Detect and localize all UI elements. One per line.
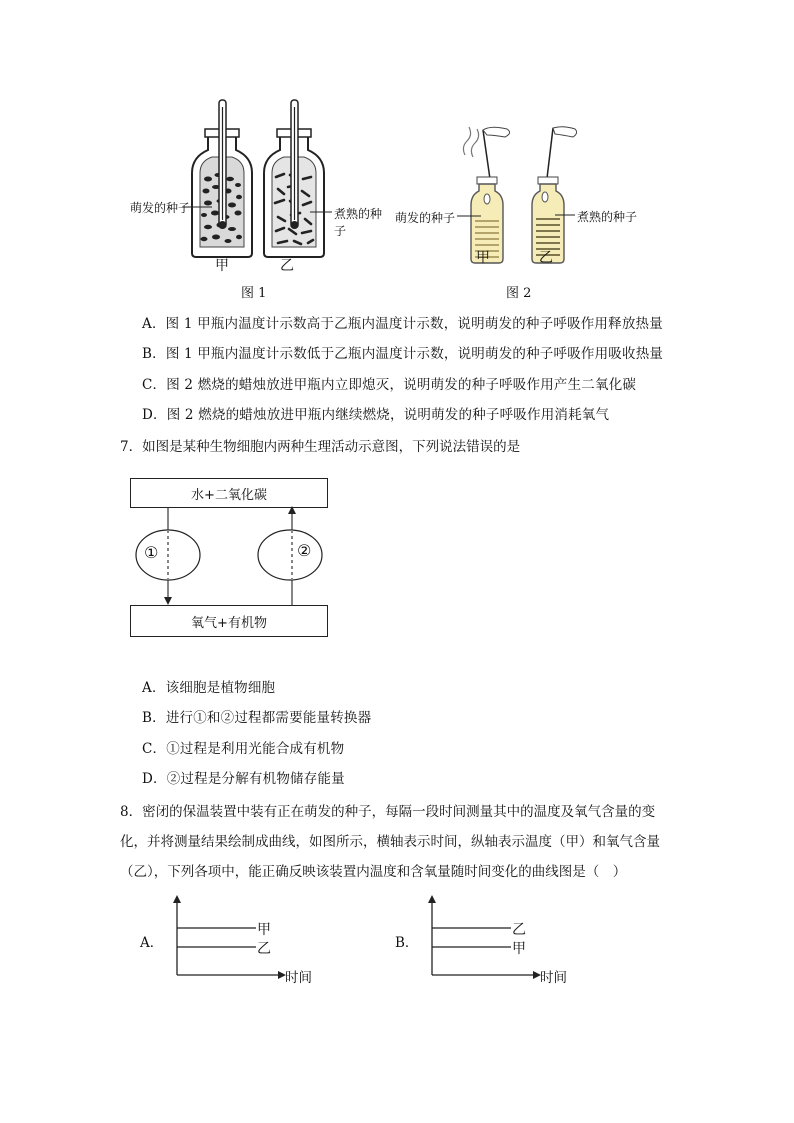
q8-graph-b-upper-line-label: 乙 <box>512 922 526 938</box>
q7-circle-1: ① <box>144 543 159 562</box>
jar-yi <box>532 127 577 263</box>
fig2-caption: 图 2 <box>506 286 532 301</box>
fig2-jar-yi-label: 乙 <box>539 250 553 266</box>
q7-bottom-box: 氧气+有机物 <box>130 605 328 637</box>
q8-stem-line-3: （乙），下列各项中，能正确反映该装置内温度和含氧量随时间变化的曲线图是（ ） <box>120 864 627 880</box>
q8-graph-b[interactable] <box>395 895 585 990</box>
q8-stem-line-2: 化，并将测量结果绘制成曲线，如图所示，横轴表示时间，纵轴表示温度（甲）和氧气含量 <box>120 834 660 850</box>
fig2-label-germinating: 萌发的种子 <box>395 211 456 225</box>
q7-diagram <box>130 478 330 638</box>
q7-option-a[interactable]: A．该细胞是植物细胞 <box>142 680 276 696</box>
figure-1 <box>120 95 390 300</box>
q7-top-box: 水+二氧化碳 <box>130 478 328 508</box>
bottle-yi <box>264 100 324 257</box>
fig2-jar-jia-label: 甲 <box>476 250 490 266</box>
figure-2 <box>395 125 645 300</box>
fig2-label-cooked: 煮熟的种子 <box>577 210 638 224</box>
q7-option-b[interactable]: B．进行①和②过程都需要能量转换器 <box>142 710 372 726</box>
q8-graph-b-label: B． <box>395 935 419 951</box>
q8-graph-b-x-axis-label: 时间 <box>540 970 567 986</box>
q8-graph-a-label: A． <box>140 935 164 951</box>
fig1-bottle-yi-label: 乙 <box>280 258 294 274</box>
figure-2-illustration <box>395 125 645 270</box>
fig1-label-cooked: 煮熟的种子 <box>334 207 383 238</box>
fig1-label-germinating: 萌发的种子 <box>130 201 191 215</box>
bottle-jia <box>192 100 252 257</box>
q6-option-c[interactable]: C．图 2 燃烧的蜡烛放进甲瓶内立即熄灭，说明萌发的种子呼吸作用产生二氧化碳 <box>142 377 637 393</box>
q6-option-a[interactable]: A．图 1 甲瓶内温度计示数高于乙瓶内温度计示数，说明萌发的种子呼吸作用释放热量 <box>142 316 663 332</box>
figure-1-illustration <box>120 95 390 275</box>
q7-option-d[interactable]: D．②过程是分解有机物储存能量 <box>142 771 345 787</box>
q8-graph-a-lower-line-label: 乙 <box>257 941 271 957</box>
q8-stem-line-1: 8．密闭的保温装置中装有正在萌发的种子，每隔一段时间测量其中的温度及氧气含量的变 <box>120 804 656 820</box>
q7-circle-2: ② <box>297 541 312 560</box>
q8-graph-a-x-axis-label: 时间 <box>285 970 312 986</box>
fig1-bottle-jia-label: 甲 <box>215 258 229 274</box>
q6-option-d[interactable]: D．图 2 燃烧的蜡烛放进甲瓶内继续燃烧，说明萌发的种子呼吸作用消耗氧气 <box>142 407 610 423</box>
jar-jia <box>463 127 509 263</box>
q8-graph-a[interactable] <box>140 895 330 990</box>
q6-option-b[interactable]: B．图 1 甲瓶内温度计示数低于乙瓶内温度计示数，说明萌发的种子呼吸作用吸收热量 <box>142 346 664 362</box>
q8-graph-a-upper-line-label: 甲 <box>257 922 271 938</box>
q7-stem: 7．如图是某种生物细胞内两种生理活动示意图，下列说法错误的是 <box>120 439 521 455</box>
q8-graph-b-lower-line-label: 甲 <box>512 941 526 957</box>
fig1-caption: 图 1 <box>241 286 267 301</box>
q7-option-c[interactable]: C．①过程是利用光能合成有机物 <box>142 741 345 757</box>
